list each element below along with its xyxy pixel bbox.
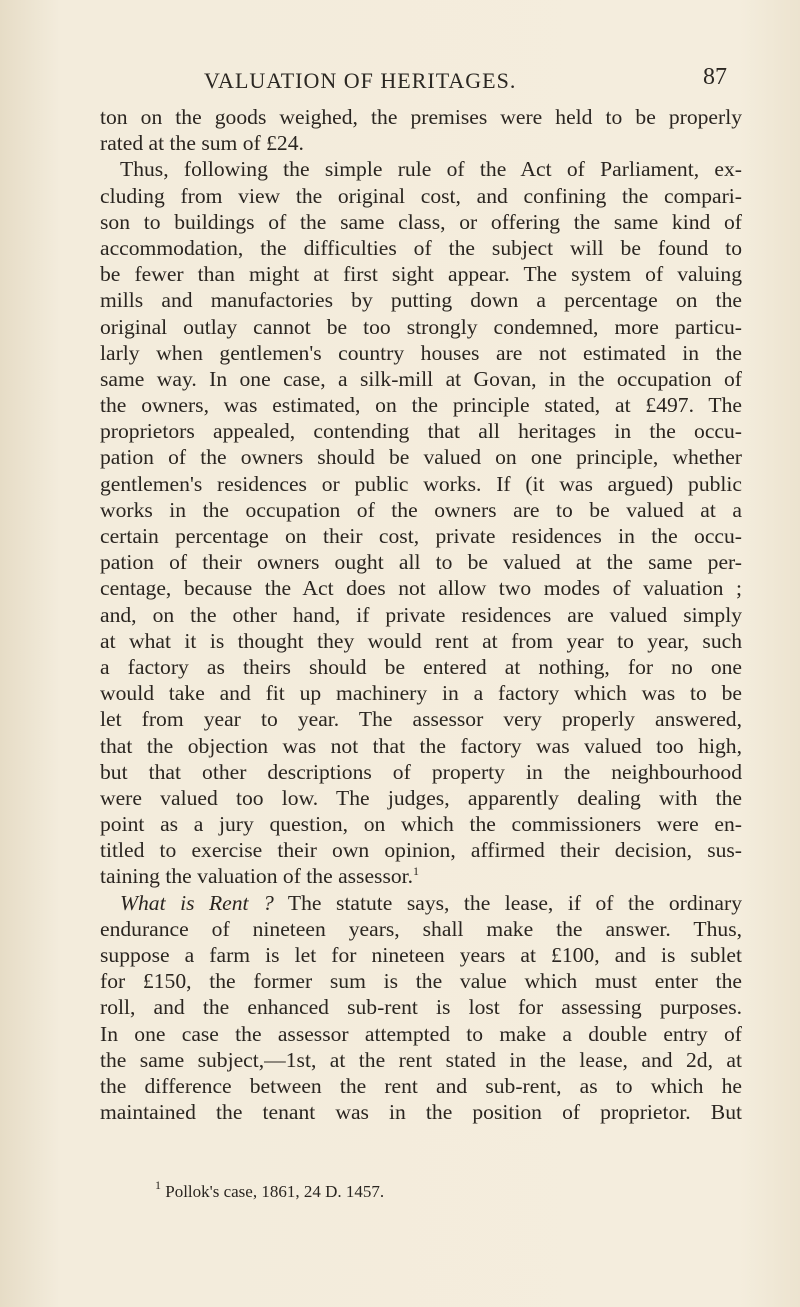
line-text: proprietors appealed, contending that all heritages in the occu- bbox=[100, 419, 742, 444]
text-line bbox=[100, 916, 742, 942]
text-line bbox=[100, 549, 742, 575]
line-text: titled to exercise their own opinion, affirmed their decision, sus- bbox=[100, 838, 742, 863]
text-line bbox=[100, 1099, 742, 1125]
text-line bbox=[100, 706, 742, 732]
text-line bbox=[100, 1073, 742, 1099]
line-text: taining the valuation of the assessor. bbox=[100, 864, 414, 889]
line-text: but that other descriptions of property in the neighbourhood bbox=[100, 759, 742, 784]
text-line bbox=[100, 156, 742, 182]
line-text: mills and manufactories by putting down a percentage on the bbox=[100, 288, 742, 313]
footnote-reference: 1 bbox=[413, 864, 420, 879]
line-text: that the objection was not that the factory was valued too high, bbox=[100, 733, 742, 758]
text-line bbox=[100, 261, 742, 287]
text-line bbox=[100, 287, 742, 313]
text-line bbox=[100, 575, 742, 601]
text-line bbox=[100, 523, 742, 549]
text-line bbox=[100, 733, 742, 759]
footnote-text: Pollok's case, 1861, 24 D. 1457. bbox=[161, 1182, 385, 1201]
text-line bbox=[100, 104, 742, 130]
line-text: would take and fit up machinery in a factory which was to be bbox=[100, 681, 742, 706]
line-text: roll, and the enhanced sub-rent is lost for assessing purposes. bbox=[100, 995, 742, 1020]
text-line bbox=[100, 340, 742, 366]
text-line bbox=[100, 863, 742, 889]
line-text: pation of the owners should be valued on one principle, whether bbox=[100, 445, 742, 470]
text-line bbox=[100, 130, 742, 156]
text-line bbox=[100, 785, 742, 811]
text-line bbox=[100, 497, 742, 523]
text-line bbox=[100, 444, 742, 470]
text-line bbox=[100, 314, 742, 340]
text-line bbox=[100, 209, 742, 235]
line-text: ton on the goods weighed, the premises were held to be properly bbox=[100, 105, 742, 129]
line-text: pation of their owners ought all to be valued at the same per- bbox=[100, 550, 742, 575]
text-line bbox=[100, 235, 742, 261]
line-text: centage, because the Act does not allow two modes of valuation ; bbox=[100, 576, 742, 601]
line-text: works in the occupation of the owners are to be valued at a bbox=[100, 497, 742, 522]
body-text bbox=[100, 104, 742, 1125]
footnote-marker: 1 bbox=[155, 1178, 161, 1192]
line-text: the owners, was estimated, on the principle stated, at £497. The bbox=[100, 393, 742, 418]
text-line bbox=[100, 994, 742, 1020]
line-text: were valued too low. The judges, apparently dealing with the bbox=[100, 785, 742, 810]
text-line bbox=[100, 1047, 742, 1073]
line-text: suppose a farm is let for nineteen years at £100, and is sublet bbox=[100, 943, 742, 967]
text-line bbox=[100, 811, 742, 837]
line-text: larly when gentlemen's country houses are not estimated in the bbox=[100, 340, 742, 365]
line-text: the difference between the rent and sub-rent, as to which he bbox=[100, 1073, 742, 1098]
line-text: point as a jury question, on which the commissioners were en- bbox=[100, 812, 742, 837]
line-text: Thus, following the simple rule of the Act of Parliament, ex- bbox=[120, 157, 742, 182]
running-head: VALUATION OF HERITAGES. bbox=[204, 68, 517, 93]
line-text: son to buildings of the same class, or offering the same kind of bbox=[100, 209, 742, 234]
text-line bbox=[100, 890, 742, 916]
line-text: and, on the other hand, if private residences are valued simply bbox=[100, 602, 742, 627]
footnote bbox=[100, 1178, 740, 1202]
line-text: gentlemen's residences or public works. If (it was argued) public bbox=[100, 471, 742, 496]
text-line bbox=[100, 1021, 742, 1047]
line-text: endurance of nineteen years, shall make the answer. Thus, bbox=[100, 916, 742, 941]
text-line bbox=[100, 183, 742, 209]
line-text: rated at the sum of £24. bbox=[100, 131, 304, 156]
line-text: certain percentage on their cost, private residences in the occu- bbox=[100, 524, 742, 548]
text-line bbox=[100, 942, 742, 968]
line-text: The statute says, the lease, if of the ordinary bbox=[273, 890, 742, 915]
text-line bbox=[100, 628, 742, 654]
line-text: cluding from view the original cost, and confining the compari- bbox=[100, 183, 742, 208]
text-line bbox=[100, 602, 742, 628]
line-text: accommodation, the difficulties of the subject will be found to bbox=[100, 235, 742, 260]
text-line bbox=[100, 471, 742, 497]
text-line bbox=[100, 366, 742, 392]
text-line bbox=[100, 654, 742, 680]
text-line bbox=[100, 837, 742, 863]
text-line bbox=[100, 968, 742, 994]
line-text: be fewer than might at first sight appear. The system of valuing bbox=[100, 262, 742, 287]
line-text: original outlay cannot be too strongly condemned, more particu- bbox=[100, 314, 742, 339]
line-text: the same subject,—1st, at the rent stated in the lease, and 2d, at bbox=[100, 1047, 742, 1072]
text-line bbox=[100, 392, 742, 418]
line-text: maintained the tenant was in the position of proprietor. But bbox=[100, 1100, 742, 1125]
line-text: a factory as theirs should be entered at nothing, for no one bbox=[100, 654, 742, 679]
line-text: at what it is thought they would rent at from year to year, such bbox=[100, 628, 742, 653]
page-number: 87 bbox=[703, 64, 727, 90]
line-text: same way. In one case, a silk-mill at Govan, in the occupation of bbox=[100, 366, 742, 391]
line-text: for £150, the former sum is the value which must enter the bbox=[100, 969, 742, 994]
line-text: let from year to year. The assessor very properly answered, bbox=[100, 707, 742, 732]
italic-lead: What is Rent ? bbox=[120, 890, 274, 915]
text-line bbox=[100, 759, 742, 785]
text-line bbox=[100, 418, 742, 444]
text-line bbox=[100, 680, 742, 706]
line-text: In one case the assessor attempted to make a double entry of bbox=[100, 1021, 742, 1046]
